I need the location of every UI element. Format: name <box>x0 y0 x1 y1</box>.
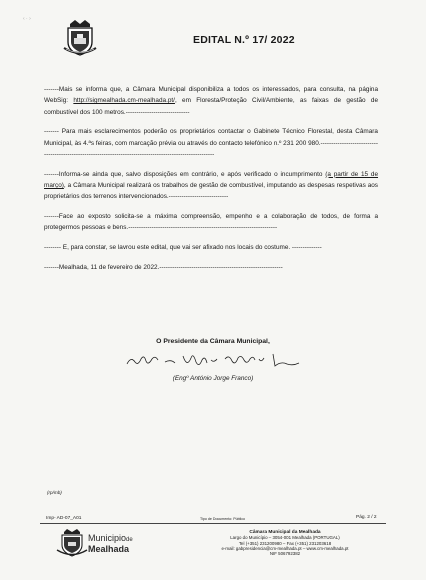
brand-de: de <box>126 537 133 543</box>
paragraph-websig <box>44 84 378 118</box>
form-code: Imp- AD-07_A01 <box>46 516 82 521</box>
websig-link[interactable]: http://sigmealhada.cm-mealhada.pt/ <box>73 97 175 105</box>
document-type: Tipo de Documento: Público <box>200 517 246 521</box>
contact-nif: NIF 506792382 <box>269 551 301 557</box>
municipal-coat-of-arms-icon <box>60 18 100 58</box>
scan-mark: ‹ · › <box>23 16 31 22</box>
footer-divider <box>40 523 386 524</box>
paragraph-contact: ------- Para mais esclarecimentos poderão os proprietários contactar o Gabinete Técnico Florestal, desta Câmara Municipal, às 4.ªs feiras, com marcação prévia ou através do contacto telefónico n.º 231 200 980.----------------------------------------------------------------------------------------------------------- <box>44 128 378 158</box>
deadline-text: (a partir de 15 de março) <box>44 170 379 190</box>
brand-municipio: Municipio <box>88 533 127 543</box>
brand-city: Mealhada <box>88 543 130 554</box>
edital-body <box>44 84 378 282</box>
municipio-brand <box>88 534 133 553</box>
president-title: O Presidente da Câmara Municipal, <box>156 338 270 345</box>
paragraph-noncompliance <box>44 169 378 203</box>
contact-name: Câmara Municipal da Mealhada <box>249 530 321 535</box>
president-name: (Engº António Jorge Franco) <box>172 375 254 382</box>
handwritten-signature <box>125 350 305 372</box>
paragraph-date: -------Mealhada, 11 de fevereiro de 2022.---------------------------------------------------------- <box>44 264 283 272</box>
edital-title: EDITAL N.º 17/ 2022 <box>193 34 295 46</box>
paragraph-text: -------Informa-se ainda que, salvo disposições em contrário, e após verificado o incumprimento <box>44 170 326 178</box>
contact-email[interactable]: e-mail: gabpresidencia@cm-mealhada.pt – www.cm-mealhada.pt <box>221 545 349 551</box>
contact-address: Largo do Município – 3054-001 Mealhada (PORTUGAL) <box>230 535 340 541</box>
page-number: Pág. 2 / 2 <box>356 515 377 520</box>
municipio-logo-icon <box>55 528 89 558</box>
paragraph-posting: -------- E, para constar, se lavrou este edital, que vai ser afixado nos locais do costume. -------------- <box>44 244 322 252</box>
paragraph-text: -------Mais se informa que, a Câmara Municipal disponibiliza a todos os interessados, para consulta, na página WebSig: <box>44 86 378 105</box>
contact-phone: Tel (+351) 231200980 – Fax (+351) 231203618 <box>238 540 332 546</box>
paragraph-text: , a Câmara Municipal realizará os trabalhos de gestão de combustível, imputando as despesas respetivas aos proprietários dos terrenos intervencionados.---------------------------- <box>44 182 378 201</box>
paragraph-appeal: -------Face ao exposto solicita-se a máxima compreensão, empenho e a colaboração de todos, de forma a protegermos pessoas e bens.---------------------------------------------------------------------- <box>44 213 378 232</box>
initials-note: (rp/mb) <box>47 490 62 495</box>
paragraph-text: , em Floresta/Proteção Civil/Ambiente, as faixas de gestão de combustível dos 100 metros.------------------------------ <box>44 97 379 116</box>
footer-contact <box>190 530 380 556</box>
